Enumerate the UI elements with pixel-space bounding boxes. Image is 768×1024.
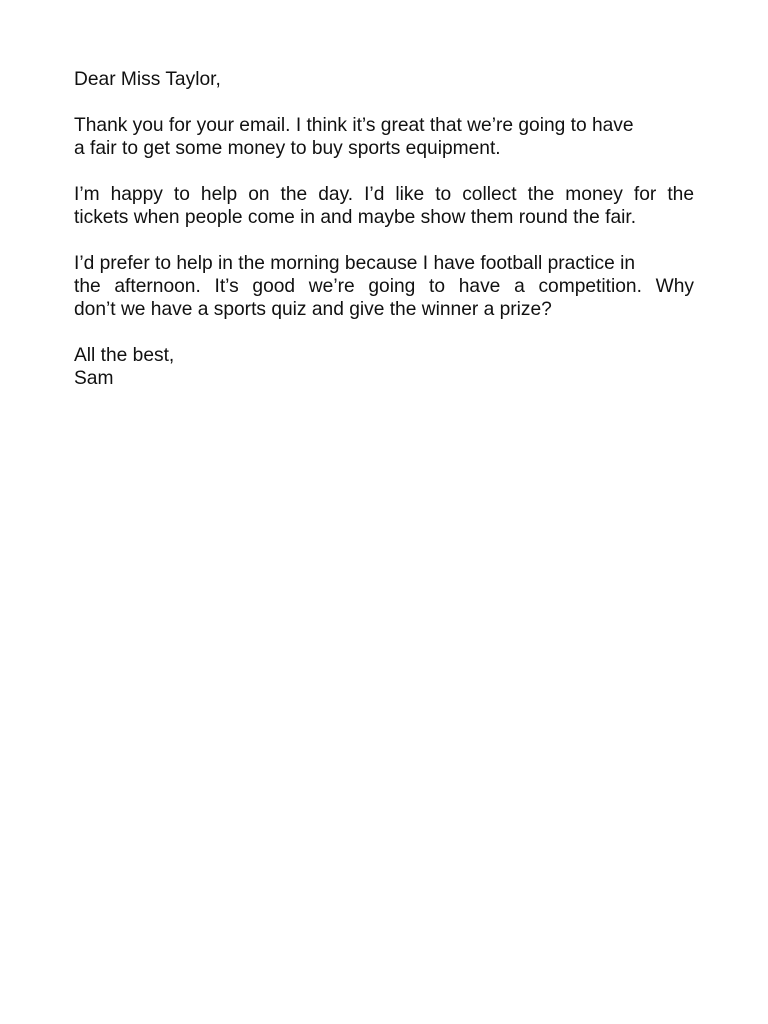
paragraph-1-line-1: Thank you for your email. I think it’s great that we’re going to have: [74, 115, 634, 136]
paragraph-2-line-2: tickets when people come in and maybe show them round the fair.: [74, 207, 637, 228]
paragraph-2-line-1: I’m happy to help on the day. I’d like to collect the money for the: [74, 184, 694, 205]
letter-greeting: [74, 68, 694, 91]
paragraph-3: [74, 252, 694, 321]
letter-signoff: [74, 344, 694, 390]
paragraph-3-line-3: don’t we have a sports quiz and give the winner a prize?: [74, 299, 552, 320]
letter-body: [74, 68, 694, 390]
signature-name: Sam: [74, 368, 114, 389]
paragraph-1: [74, 114, 694, 160]
paragraph-2: [74, 183, 694, 229]
greeting-text: Dear Miss Taylor,: [74, 69, 221, 90]
paragraph-3-line-2: the afternoon. It’s good we’re going to have a competition. Why: [74, 276, 694, 297]
closing-text: All the best,: [74, 345, 175, 366]
paragraph-3-line-1: I’d prefer to help in the morning because I have football practice in: [74, 253, 636, 274]
paragraph-1-line-2: a fair to get some money to buy sports equipment.: [74, 138, 501, 159]
